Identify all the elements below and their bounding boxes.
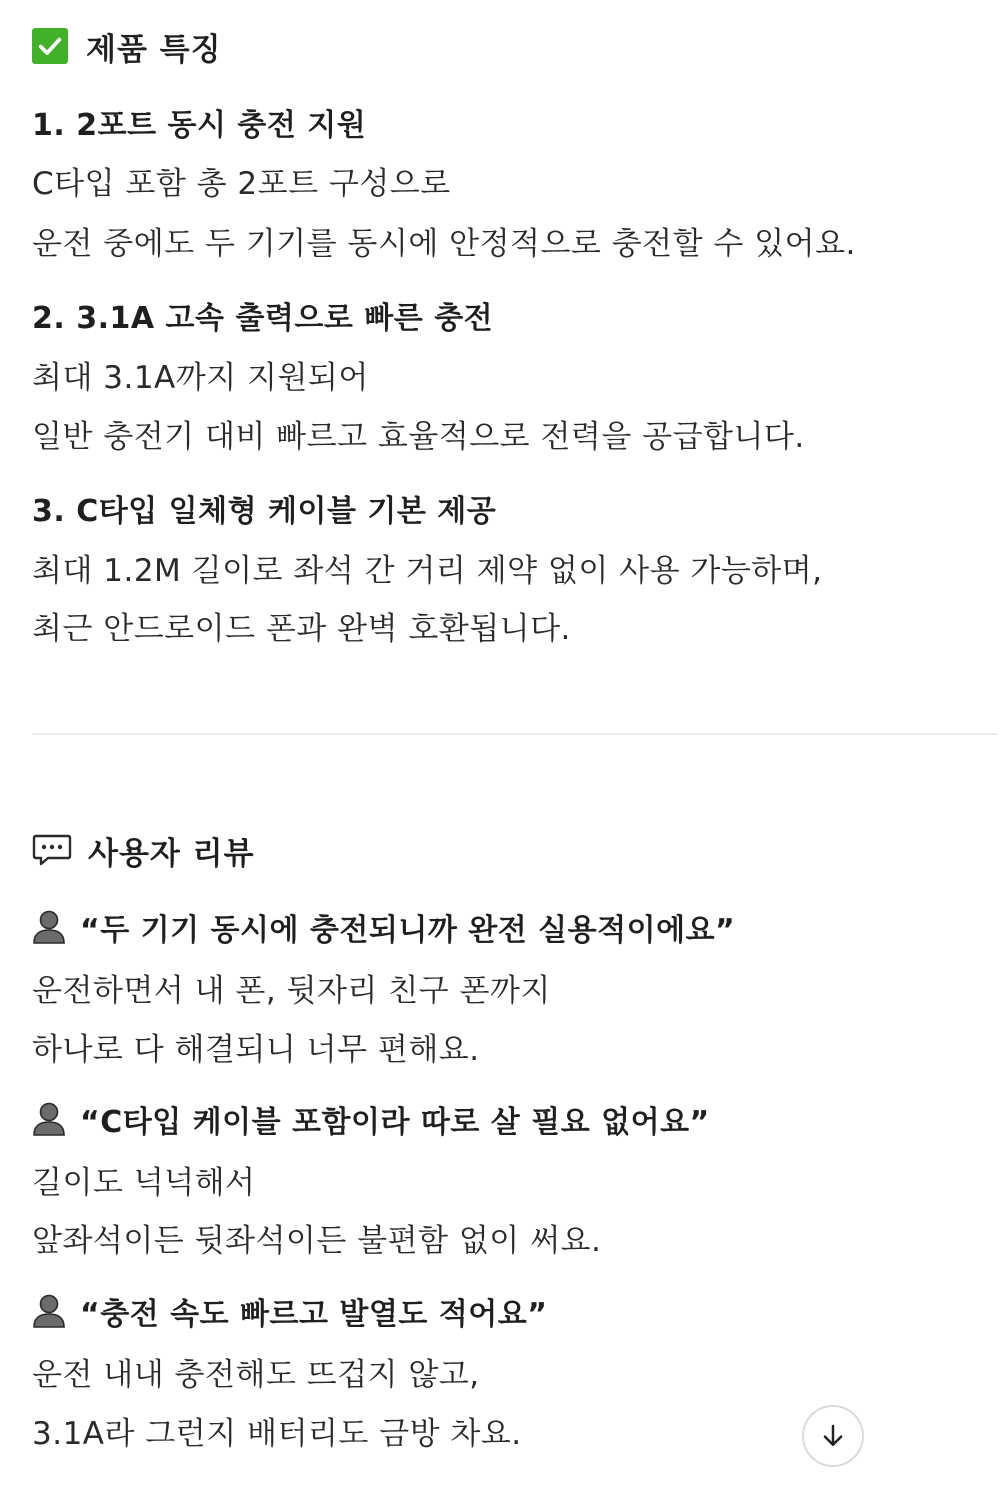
- feature-line: 최대 3.1A까지 지원되어: [32, 360, 369, 396]
- person-silhouette-icon: [32, 1101, 66, 1137]
- feature-line: 최대 1.2M 길이로 좌석 간 거리 제약 없이 사용 가능하며,: [32, 553, 823, 589]
- review-title: [32, 1289, 547, 1333]
- feature-line: 운전 중에도 두 기기를 동시에 안정적으로 충전할 수 있어요.: [32, 226, 856, 262]
- section-divider: [32, 733, 998, 735]
- speech-bubble-icon: [32, 832, 72, 868]
- review-title: [32, 905, 735, 949]
- features-heading-text: 제품 특징: [86, 31, 222, 68]
- review-line: 하나로 다 해결되니 너무 편해요.: [32, 1032, 480, 1068]
- scroll-down-button[interactable]: [802, 1405, 864, 1467]
- review-line: 운전 내내 충전해도 뜨겁지 않고,: [32, 1357, 480, 1393]
- review-title-text: “두 기기 동시에 충전되니까 완전 실용적이에요”: [80, 913, 736, 948]
- review-title-text: “충전 속도 빠르고 발열도 적어요”: [80, 1297, 548, 1332]
- review-title-text: “C타입 케이블 포함이라 따로 살 필요 없어요”: [80, 1105, 710, 1140]
- feature-line: C타입 포함 총 2포트 구성으로: [32, 166, 451, 202]
- check-mark-icon: [32, 28, 68, 64]
- arrow-down-icon: [818, 1421, 848, 1451]
- review-line: 앞좌석이든 뒷좌석이든 불편함 없이 써요.: [32, 1223, 602, 1259]
- person-silhouette-icon: [32, 909, 66, 945]
- features-heading: [32, 28, 222, 68]
- feature-line: 일반 충전기 대비 빠르고 효율적으로 전력을 공급합니다.: [32, 419, 805, 455]
- reviews-heading-text: 사용자 리뷰: [88, 835, 255, 872]
- review-line: 3.1A라 그런지 배터리도 금방 차요.: [32, 1416, 522, 1452]
- feature-title: 2. 3.1A 고속 출력으로 빠른 충전: [32, 301, 494, 336]
- feature-line: 최근 안드로이드 폰과 완벽 호환됩니다.: [32, 611, 571, 647]
- review-line: 길이도 넉넉해서: [32, 1165, 256, 1201]
- reviews-heading: [32, 832, 255, 872]
- review-line: 운전하면서 내 폰, 뒷자리 친구 폰까지: [32, 973, 551, 1009]
- feature-title: 3. C타입 일체형 케이블 기본 제공: [32, 494, 497, 529]
- feature-title: 1. 2포트 동시 충전 지원: [32, 108, 367, 143]
- person-silhouette-icon: [32, 1293, 66, 1329]
- review-title: [32, 1097, 710, 1141]
